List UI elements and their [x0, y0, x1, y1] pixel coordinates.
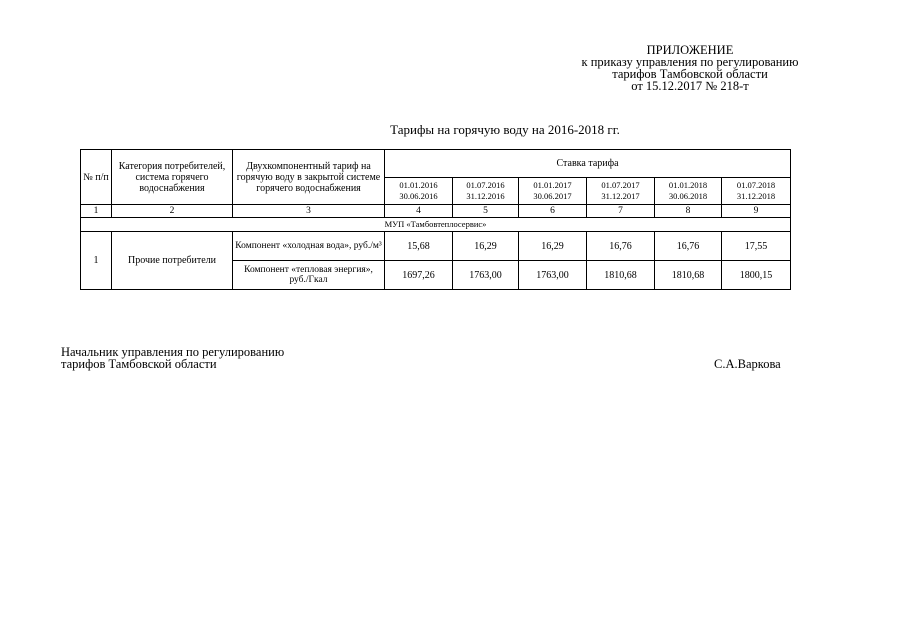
tariff-value: 16,76	[655, 232, 722, 261]
table-row	[81, 232, 791, 261]
period-start: 01.07.2017	[601, 180, 640, 190]
column-number: 3	[233, 205, 385, 218]
column-number: 6	[519, 205, 587, 218]
column-number: 1	[81, 205, 112, 218]
appendix-date-line: от 15.12.2017 № 218-т	[631, 79, 749, 93]
tariff-value: 1697,26	[385, 261, 453, 290]
period-cell	[587, 178, 655, 205]
period-start: 01.07.2018	[736, 180, 776, 190]
appendix-header	[520, 44, 860, 92]
tariff-value: 16,29	[519, 232, 587, 261]
appendix-order-line: к приказу управления по регулированию	[581, 55, 799, 69]
period-end: 31.12.2016	[466, 191, 505, 201]
row-number: 1	[81, 232, 112, 290]
signatory-position	[61, 346, 284, 370]
organization-row	[81, 218, 791, 232]
period-start: 01.07.2016	[466, 180, 505, 190]
column-number: 5	[453, 205, 519, 218]
period-cell	[385, 178, 453, 205]
period-end: 30.06.2018	[668, 191, 708, 201]
appendix-label: ПРИЛОЖЕНИЕ	[646, 43, 734, 57]
column-number: 2	[112, 205, 233, 218]
tariff-value: 16,29	[453, 232, 519, 261]
period-start: 01.01.2016	[399, 180, 438, 190]
period-cell	[655, 178, 722, 205]
document-title: Тарифы на горячую воду на 2016-2018 гг.	[390, 122, 620, 137]
header-cell-number: № п/п	[81, 150, 112, 205]
period-cell	[722, 178, 791, 205]
signatory-name: С.А.Варкова	[714, 357, 781, 371]
column-number: 8	[655, 205, 722, 218]
tariff-value: 17,55	[722, 232, 791, 261]
row-category: Прочие потребители	[112, 232, 233, 290]
component-name: Компонент «тепловая энергия», руб./Гкал	[233, 261, 385, 290]
column-number: 9	[722, 205, 791, 218]
tariff-value: 1810,68	[655, 261, 722, 290]
period-end: 30.06.2016	[399, 191, 438, 201]
period-end: 31.12.2017	[601, 191, 640, 201]
column-number: 4	[385, 205, 453, 218]
header-cell-tariff: Двухкомпонентный тариф на горячую воду в закрытой системе горячего водоснабжения	[233, 150, 385, 205]
period-end: 31.12.2018	[736, 191, 776, 201]
header-cell-category: Категория потребителей, система горячего водоснабжения	[112, 150, 233, 205]
tariff-value: 1800,15	[722, 261, 791, 290]
tariff-value: 1810,68	[587, 261, 655, 290]
column-number-row	[81, 205, 791, 218]
period-end: 30.06.2017	[533, 191, 572, 201]
period-start: 01.01.2017	[533, 180, 572, 190]
column-number: 7	[587, 205, 655, 218]
period-cell	[453, 178, 519, 205]
period-cell	[519, 178, 587, 205]
header-cell-rate: Ставка тарифа	[385, 150, 791, 178]
tariff-table	[80, 149, 791, 290]
tariff-value: 15,68	[385, 232, 453, 261]
signatory-position-line: Начальник управления по регулированию	[61, 345, 285, 359]
tariff-value: 16,76	[587, 232, 655, 261]
tariff-value: 1763,00	[453, 261, 519, 290]
period-start: 01.01.2018	[668, 180, 708, 190]
tariff-value: 1763,00	[519, 261, 587, 290]
appendix-authority-line: тарифов Тамбовской области	[612, 67, 768, 81]
signatory-position-line: тарифов Тамбовской области	[61, 357, 217, 371]
organization-name: МУП «Тамбовтеплосервис»	[81, 218, 791, 232]
component-name: Компонент «холодная вода», руб./м³	[233, 232, 385, 261]
